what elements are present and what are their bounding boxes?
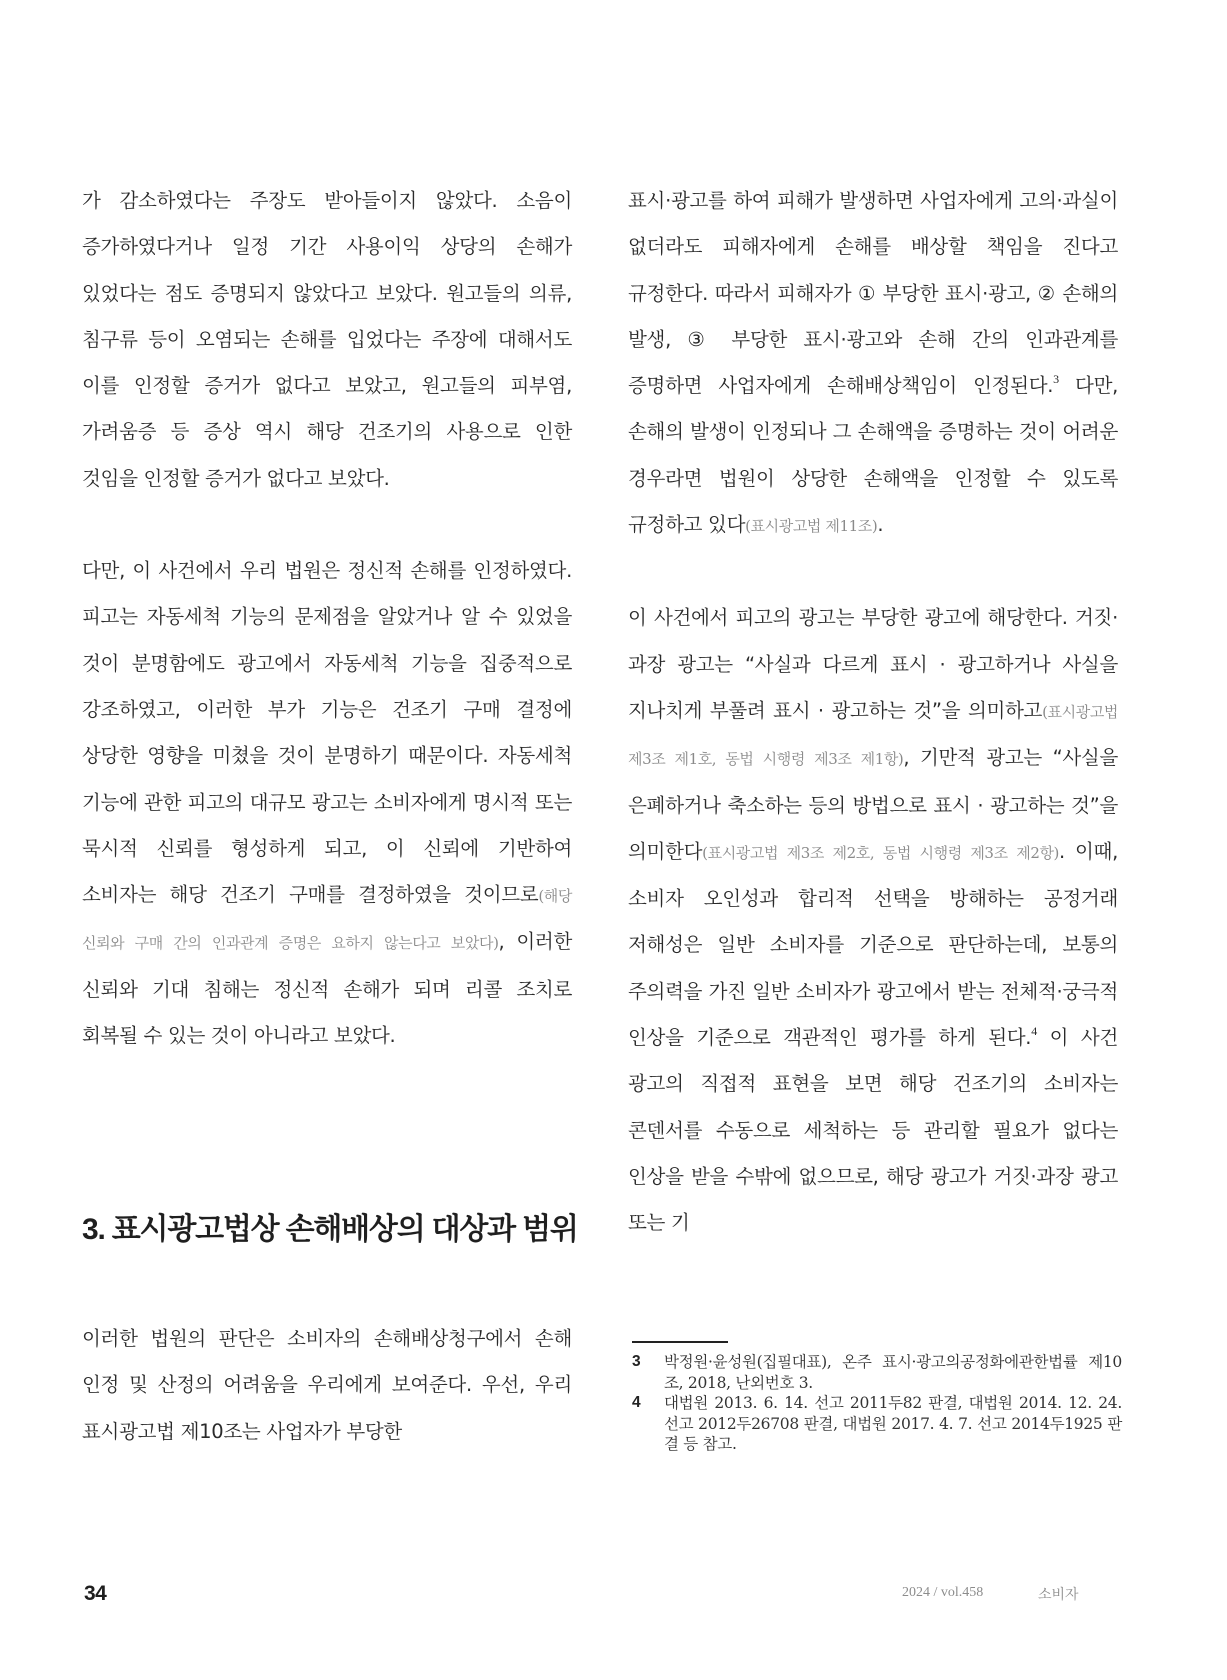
body-paragraph: 이러한 법원의 판단은 소비자의 손해배상청구에서 손해 인정 및 산정의 어려움을 우리에게 보여준다. 우선, 우리 표시광고법 제10조는 사업자가 부당한 [82,1327,572,1443]
footnote-ref[interactable]: 4 [1031,1024,1037,1039]
footnotes [632,1352,1122,1455]
citation: (해당 신뢰와 구매 간의 인과관계 증명은 요하지 않는다고 보았다) [82,887,572,953]
body-paragraph [628,178,1118,549]
citation: (표시광고법 제3조 제1호, 동법 시행령 제3조 제1항) [628,702,1118,769]
left-column-bottom [82,1316,572,1455]
paragraph-text: 이 사건 광고의 직접적 표현을 보면 해당 건조기의 소비자는 콘덴서를 수동으로 세척하는 등 관리할 필요가 없다는 인상을 받을 수밖에 없으므로, 해당 광고가 거짓·과장 광고 또는 기 [628,1026,1118,1235]
section-heading: 3. 표시광고법상 손해배상의 대상과 범위 [82,1213,578,1246]
paragraph-text: , 이러한 신뢰와 기대 침해는 정신적 손해가 되며 리콜 조치로 회복될 수 있는 것이 아니라고 보았다. [82,930,572,1048]
paragraph-text: . 이때, 소비자 오인성과 합리적 선택을 방해하는 공정거래 저해성은 일반 소비자를 기준으로 판단하는데, 보통의 주의력을 가진 일반 소비자가 광고에서 받는 전체적·궁극적 인상을 기준으로 객관적인 평가를 하게 된다. [628,839,1118,1050]
body-paragraph: 가 감소하였다는 주장도 받아들이지 않았다. 소음이 증가하였다거나 일정 기간 사용이익 상당의 손해가 있었다는 점도 증명되지 않았다고 보았다. 원고들의 의류, 침구류 등이 오염되는 손해를 입었다는 주장에 대해서도 이를 인정할 증거가 없다고 보았고, 원고들의 피부염, 가려움증 등 증상 역시 해당 건조기의 사용으로 인한 것임을 인정할 증거가 없다고 보았다. [82,189,572,490]
paragraph-text: , 기만적 광고는 “사실을 은폐하거나 축소하는 등의 방법으로 표시 · 광고하는 것”을 의미한다 [628,746,1119,863]
footnote-divider [632,1341,728,1343]
footnote-text: 대법원 2013. 6. 14. 선고 2011두82 판결, 대법원 2014. 12. 24. 선고 2012두26708 판결, 대법원 2017. 4. 7. 선고 2014두1925 판결 등 참고. [664,1394,1122,1453]
left-column [82,178,572,1059]
footnote-item [632,1393,1122,1455]
footnote-item [632,1352,1122,1393]
footnote-number: 4 [632,1394,641,1411]
citation: (표시광고법 제11조) [745,517,878,536]
paragraph-text: 표시·광고를 하여 피해가 발생하면 사업자에게 고의·과실이 없더라도 피해자에게 손해를 배상할 책임을 진다고 규정한다. 따라서 피해자가 ① 부당한 표시·광고, ② 손해의 발생, ③ 부당한 표시·광고와 손해 간의 인과관계를 증명하면 사업자에게 손해배상책임이 인정된다. [628,189,1118,398]
footnote-ref[interactable]: 3 [1053,372,1059,387]
paragraph-text: 다만, 손해의 발생이 인정되나 그 손해액을 증명하는 것이 어려운 경우라면 법원이 상당한 손해액을 인정할 수 있도록 규정하고 있다 [628,374,1118,537]
right-column [628,178,1118,1247]
citation: (표시광고법 제3조 제2호, 동법 시행령 제3조 제2항) [702,843,1060,862]
paragraph-text: 다만, 이 사건에서 우리 법원은 정신적 손해를 인정하였다. 피고는 자동세척 기능의 문제점을 알았거나 알 수 있었을 것이 분명함에도 광고에서 자동세척 기능을 집중적으로 강조하였고, 이러한 부가 기능은 건조기 구매 결정에 상당한 영향을 미쳤을 것이 분명하기 때문이다. 자동세척 기능에 관한 피고의 대규모 광고는 소비자에게 명시적 또는 묵시적 신뢰를 형성하게 되고, 이 신뢰에 기반하여 소비자는 해당 건조기 구매를 결정하였을 것이므로 [82,559,572,907]
issue-label: 2024 / vol.458 [902,1585,984,1600]
magazine-name: 소비자 [1038,1587,1079,1603]
paragraph-text: 이 사건에서 피고의 광고는 부당한 광고에 해당한다. 거짓·과장 광고는 “사실과 다르게 표시 · 광고하거나 사실을 지나치게 부풀려 표시 · 광고하는 것”을 의미하고 [628,606,1118,722]
footnote-text: 박정원·윤성원(집필대표), 온주 표시·광고의공정화에관한법률 제10조, 2018, 난외번호 3. [664,1353,1122,1392]
paragraph-text: . [877,513,884,537]
body-paragraph [82,548,572,1059]
page-number: 34 [84,1582,107,1605]
footnote-number: 3 [632,1353,641,1370]
body-paragraph [628,595,1118,1246]
